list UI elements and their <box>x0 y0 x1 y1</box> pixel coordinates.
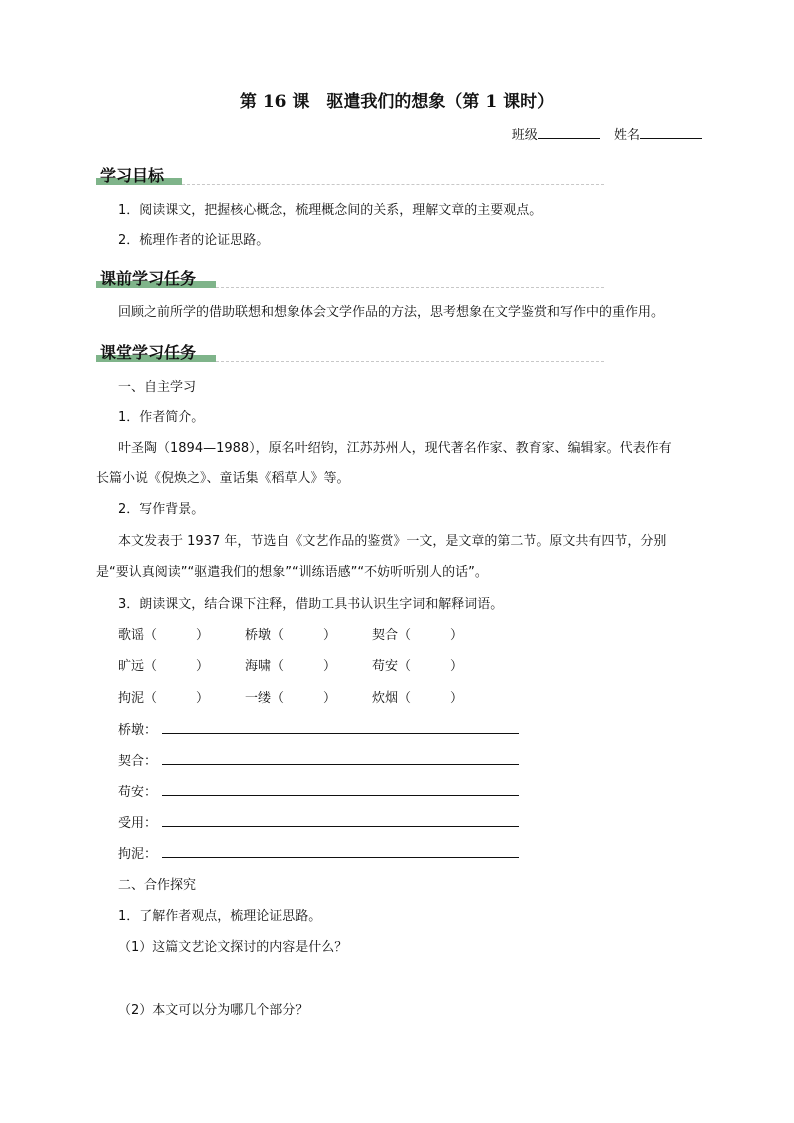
definition-fill-item[interactable]: 拘泥： <box>118 843 157 862</box>
vocab-item[interactable]: 旷远（ ） <box>118 659 210 674</box>
background-text-line: 是“要认真阅读”“驱遣我们的想象”“训练语感”“不妨听听别人的话”。 <box>96 565 488 580</box>
pre-task-text: 回顾之前所学的借助联想和想象体会文学作品的方法，思考想象在文学鉴赏和写作中的重作用。 <box>118 305 665 320</box>
class-label: 班级 <box>511 128 538 143</box>
definition-fill-item[interactable]: 苟安： <box>118 781 157 800</box>
name-blank[interactable] <box>640 126 702 139</box>
background-text-line: 本文发表于 1937 年，节选自《文艺作品的鉴赏》一文，是文章的第二节。原文共有四节，分别 <box>118 534 667 549</box>
section-header-pre-task: 课前学习任务 <box>96 266 196 288</box>
part2-heading: 二、合作探究 <box>118 878 197 893</box>
class-blank[interactable] <box>538 126 600 139</box>
goal-item: 1．阅读课文，把握核心概念，梳理概念间的关系，理解文章的主要观点。 <box>118 203 543 218</box>
author-heading: 1．作者简介。 <box>118 410 205 425</box>
vocab-item[interactable]: 海啸（ ） <box>245 659 337 674</box>
class-name-fields <box>512 124 702 143</box>
divider <box>216 361 604 362</box>
definition-fill-item[interactable]: 受用： <box>118 812 157 831</box>
vocab-item[interactable]: 一缕（ ） <box>245 691 337 706</box>
section-header-class-task: 课堂学习任务 <box>96 340 196 362</box>
vocab-item[interactable]: 拘泥（ ） <box>118 691 210 706</box>
divider <box>216 287 604 288</box>
definition-fill-item[interactable]: 桥墩： <box>118 719 157 738</box>
goal-item: 2．梳理作者的论证思路。 <box>118 233 270 248</box>
name-label: 姓名 <box>613 128 640 143</box>
section-header-goals: 学习目标 <box>96 163 164 185</box>
question: （2）本文可以分为哪几个部分？ <box>118 1003 309 1018</box>
read-heading: 3．朗读课文，结合课下注释，借助工具书认识生字词和解释词语。 <box>118 597 504 612</box>
background-heading: 2．写作背景。 <box>118 502 205 517</box>
author-text-line: 叶圣陶（1894—1988），原名叶绍钧，江苏苏州人，现代著名作家、教育家、编辑家。代表作有 <box>118 441 672 456</box>
vocab-item[interactable]: 苟安（ ） <box>372 659 464 674</box>
vocab-item[interactable]: 歌谣（ ） <box>118 628 210 643</box>
vocab-item[interactable]: 桥墩（ ） <box>245 628 337 643</box>
divider <box>182 184 604 185</box>
part1-heading: 一、自主学习 <box>118 380 197 395</box>
page-title: 第 16 课 驱遣我们的想象（第 1 课时） <box>239 92 555 112</box>
author-text-line: 长篇小说《倪焕之》、童话集《稻草人》等。 <box>96 471 350 486</box>
question: 1．了解作者观点，梳理论证思路。 <box>118 909 322 924</box>
vocab-item[interactable]: 契合（ ） <box>372 628 464 643</box>
vocab-item[interactable]: 炊烟（ ） <box>372 691 464 706</box>
question: （1）这篇文艺论文探讨的内容是什么？ <box>118 940 348 955</box>
definition-fill-item[interactable]: 契合： <box>118 750 157 769</box>
